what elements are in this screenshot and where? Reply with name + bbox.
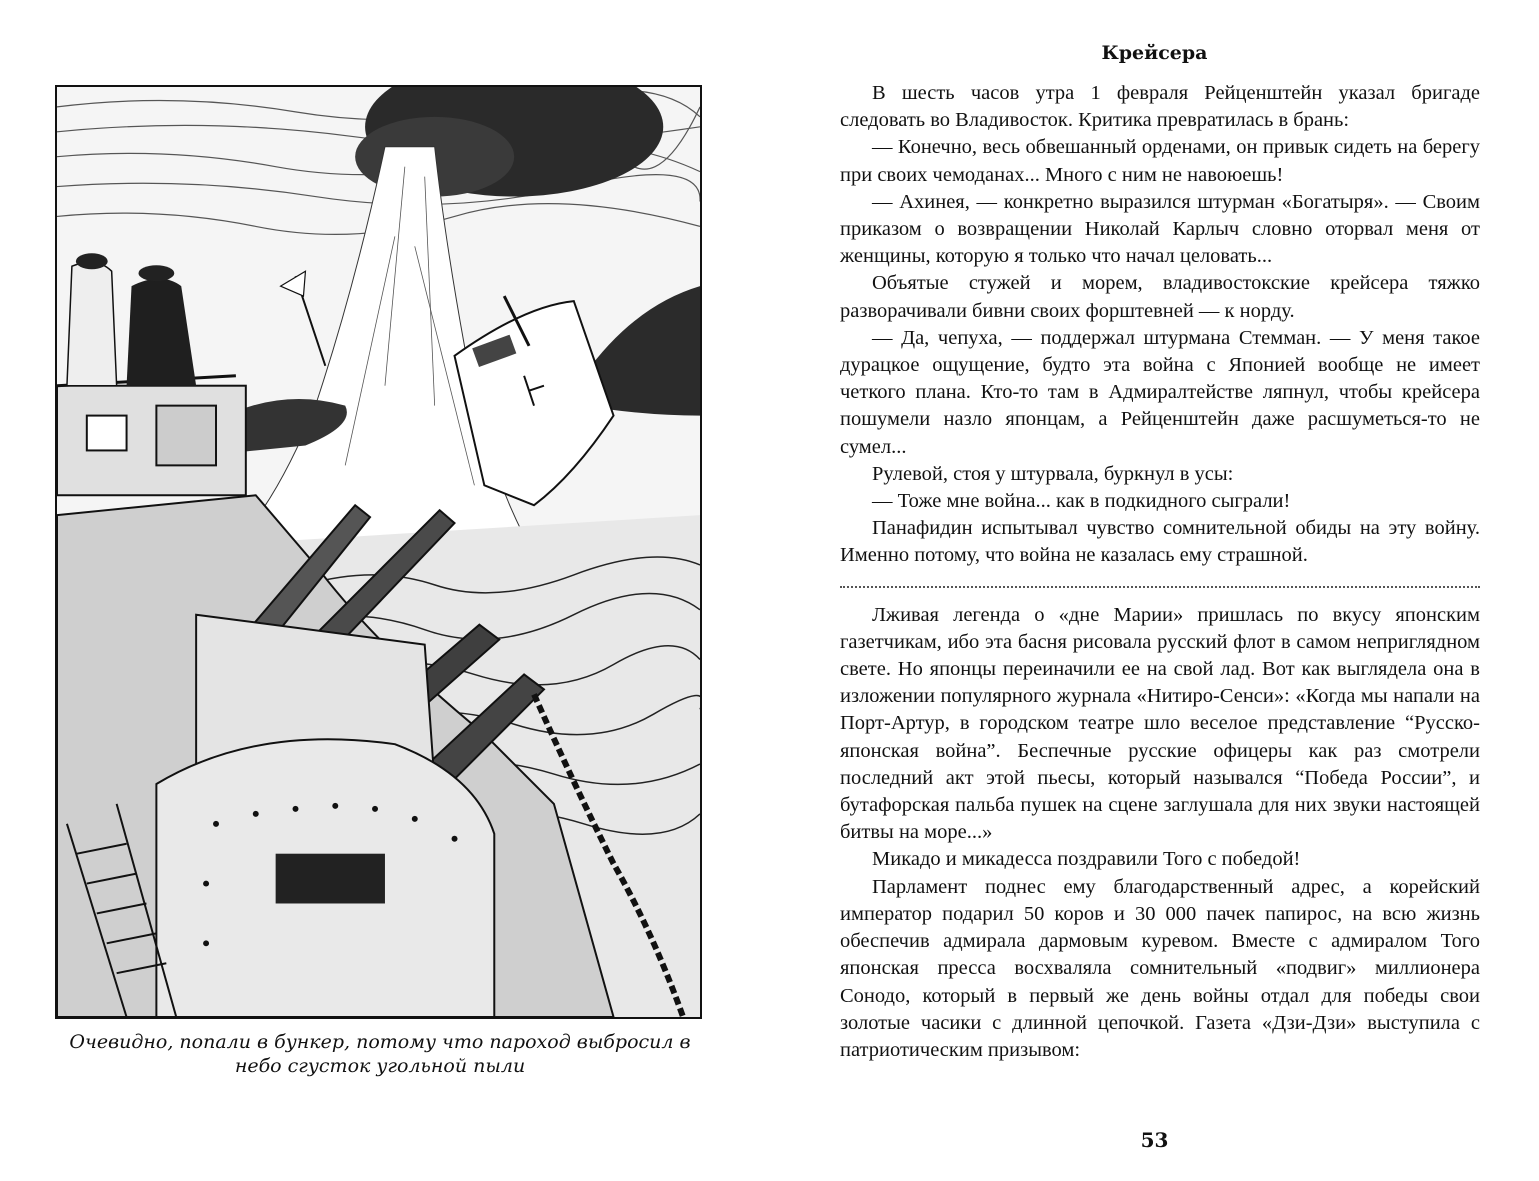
paragraph: Объятые стужей и морем, владивостокские крейсера тяжко разворачивали бивни своих форштевней — к норду. — [840, 272, 1480, 322]
right-page — [770, 0, 1539, 1181]
paragraph: — Ахинея, — конкретно выразился штурман «Богатыря». — Своим приказом о возвращении Николай Карлыч словно оторвал меня от женщины, которую я только что начал целовать... — [840, 190, 1480, 268]
paragraph: Рулевой, стоя у штурвала, буркнул в усы: — [872, 462, 1234, 485]
warship-illustration — [55, 85, 702, 1019]
paragraph: В шесть часов утра 1 февраля Рейценштейн указал бригаде следовать во Владивосток. Критика превратилась в брань: — [840, 82, 1480, 132]
section-divider — [840, 586, 1480, 588]
illustration-caption: Очевидно, попали в бункер, потому что пароход выбросил в небо сгусток угольной пыли — [69, 1031, 691, 1077]
running-head: Крейсера — [1101, 42, 1208, 64]
paragraph: Панафидин испытывал чувство сомнительной обиды на эту войну. Именно потому, что война не казалась ему страшной. — [840, 517, 1480, 567]
paragraph: — Конечно, весь обвешанный орденами, он привык сидеть на берегу при своих чемоданах... Много с ним не навоюешь! — [840, 136, 1480, 186]
paragraph: Микадо и микадесса поздравили Того с победой! — [872, 848, 1301, 871]
paragraph: Лживая легенда о «дне Марии» пришлась по вкусу японским газетчикам, ибо эта басня рисовала русский флот в самом неприглядном свете. Но японцы переиначили ее на свой лад. Вот как выглядела она в изложении популярного журнала «Нитиро-Сенси»: «Когда мы напали на Порт-Артур, в городском театре шло веселое представление “Русско-японская война”. Беспечные русские офицеры как раз смотрели последний акт этой пьесы, который назывался “Победа России”, и бутафорская пальба пушек на сцене заглушала для них звуки настоящей битвы на море...» — [840, 603, 1480, 844]
paragraph: — Да, чепуха, — поддержал штурмана Стемман. — У меня такое дурацкое ощущение, будто эта война с Японией вообще не имеет четкого плана. Кто-то там в Адмиралтействе ляпнул, чтобы крейсера пошумели назло японцам, а Рейценштейн даже расшуметься-то не сумел... — [840, 326, 1480, 458]
body-text — [840, 80, 1480, 1064]
page-number: 53 — [1140, 1128, 1169, 1152]
engraving-warship-illustration-icon — [57, 87, 700, 1017]
paragraph: Парламент поднес ему благодарственный адрес, а корейский император подарил 50 коров и 30 000 пачек папирос, на всю жизнь обеспечив адмирала дармовым куревом. Вместе с адмиралом Того японская пресса восхваляла сомнительный «подвиг» миллионера Сонодо, который в первый же день войны отдал для победы свои золотые часики с длинной цепочкой. Газета «Дзи-Дзи» выступила с патриотическим призывом: — [840, 875, 1480, 1061]
paragraph: — Тоже мне война... как в подкидного сыграли! — [872, 490, 1291, 513]
